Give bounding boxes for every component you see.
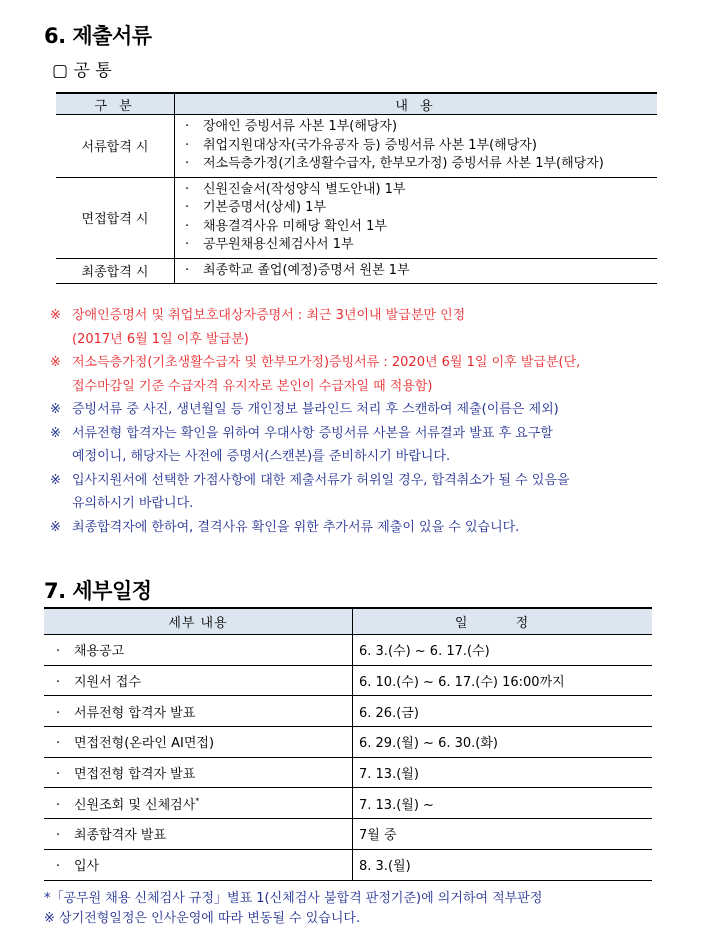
note-line: (2017년 6월 1일 이후 발급분) [72,331,249,347]
table-row [44,849,652,880]
note-item [50,422,670,469]
note-item [50,516,670,540]
header-content: 내 용 [175,93,658,115]
table-row [44,696,652,727]
list-item: · 채용결격사유 미해당 확인서 1부 [185,218,657,237]
table-row [56,115,657,178]
note-item [50,398,670,422]
table-row [44,819,652,850]
schedule-item: · 채용공고 [44,635,353,666]
schedule-date: 6. 10.(수) ~ 6. 17.(수) 16:00까지 [353,665,653,696]
note-item [50,469,670,516]
note-line: 증빙서류 중 사진, 생년월일 등 개인정보 블라인드 처리 후 스캔하여 제출(이름은 제외) [72,402,559,417]
table-row [44,635,652,666]
schedule-date: 7. 13.(월) ~ [353,788,653,819]
note-item [50,304,670,351]
list-item: · 장애인 증빙서류 사본 1부(해당자) [185,118,657,137]
schedule-table-header [44,608,652,635]
header-schedule: 일 정 [353,608,653,635]
note-marker: ※ [50,308,61,323]
row-category: 서류합격 시 [56,115,175,178]
schedule-footnotes [44,889,542,929]
note-marker: ※ [50,472,61,488]
note-marker: ※ [50,425,61,441]
schedule-item: · 신원조회 및 신체검사* [44,788,353,819]
schedule-date: 7. 13.(월) [353,757,653,788]
schedule-date: 6. 26.(금) [353,696,653,727]
note-line: 유의하시기 바랍니다. [72,496,194,511]
note-line: 입사지원서에 선택한 가점사항에 대한 제출서류가 허위일 경우, 합격취소가 될 수 있음을 [72,472,570,488]
table-row [44,665,652,696]
schedule-date: 8. 3.(월) [353,849,653,880]
schedule-item: · 면접전형 합격자 발표 [44,757,353,788]
row-items [175,258,658,284]
note-line: 예정이니, 해당자는 사전에 증명서(스캔본)를 준비하시기 바랍니다. [72,449,451,464]
list-item: · 공무원채용신체검사서 1부 [185,236,657,255]
section6-title: 6. 제출서류 [44,24,152,48]
row-category: 면접합격 시 [56,177,175,258]
note-marker: ※ [50,402,61,417]
documents-table [56,92,657,284]
list-item: · 최종학교 졸업(예정)증명서 원본 1부 [185,262,657,281]
table-row [56,177,657,258]
note-line: 접수마감일 기준 수급자격 유지자로 본인이 수급자일 때 적용함) [72,378,433,394]
note-line: 서류전형 합격자는 확인을 위하여 우대사항 증빙서류 사본을 서류결과 발표 후 요구할 [72,425,553,441]
schedule-date: 7월 중 [353,819,653,850]
list-item: · 저소득층가정(기초생활수급자, 한부모가정) 증빙서류 사본 1부(해당자) [185,155,657,174]
note-line: 저소득층가정(기초생활수급자 및 한부모가정)증빙서류 : 2020년 6월 1일 이후 발급분(단, [72,355,581,370]
footnote-line: ※ 상기전형일정은 인사운영에 따라 변동될 수 있습니다. [44,911,361,926]
table-row [44,757,652,788]
schedule-date: 6. 29.(월) ~ 6. 30.(화) [353,727,653,758]
schedule-date: 6. 3.(수) ~ 6. 17.(수) [353,635,653,666]
row-category: 최종합격 시 [56,258,175,284]
schedule-item: · 면접전형(온라인 AI면접) [44,727,353,758]
row-items [175,115,658,178]
footnote-line: *「공무원 채용 신체검사 규정」별표 1(신체검사 불합격 판정기준)에 의거하여 적부판정 [44,891,543,906]
footnote-marker: * [195,796,200,806]
documents-table-header [56,93,657,115]
schedule-table [44,607,652,881]
note-line: 최종합격자에 한하여, 결격사유 확인을 위한 추가서류 제출이 있을 수 있습니다. [72,519,520,535]
schedule-item: · 최종합격자 발표 [44,819,353,850]
note-line: 장애인증명서 및 취업보호대상자증명서 : 최근 3년이내 발급분만 인정 [72,308,466,323]
note-marker: ※ [50,519,61,535]
schedule-item: · 지원서 접수 [44,665,353,696]
schedule-item: · 서류전형 합격자 발표 [44,696,353,727]
table-row [44,788,652,819]
section6-subtitle: ▢ 공 통 [52,61,112,81]
documents-notes [50,304,670,539]
header-category: 구 분 [56,93,175,115]
note-item [50,351,670,398]
header-detail: 세부 내용 [44,608,353,635]
list-item: · 신원진술서(작성양식 별도안내) 1부 [185,181,657,200]
table-row [56,258,657,284]
table-row [44,727,652,758]
list-item: · 취업지원대상자(국가유공자 등) 증빙서류 사본 1부(해당자) [185,137,657,156]
row-items [175,177,658,258]
note-marker: ※ [50,355,61,370]
list-item: · 기본증명서(상세) 1부 [185,199,657,218]
section7-title: 7. 세부일정 [44,579,152,603]
schedule-item: · 입사 [44,849,353,880]
